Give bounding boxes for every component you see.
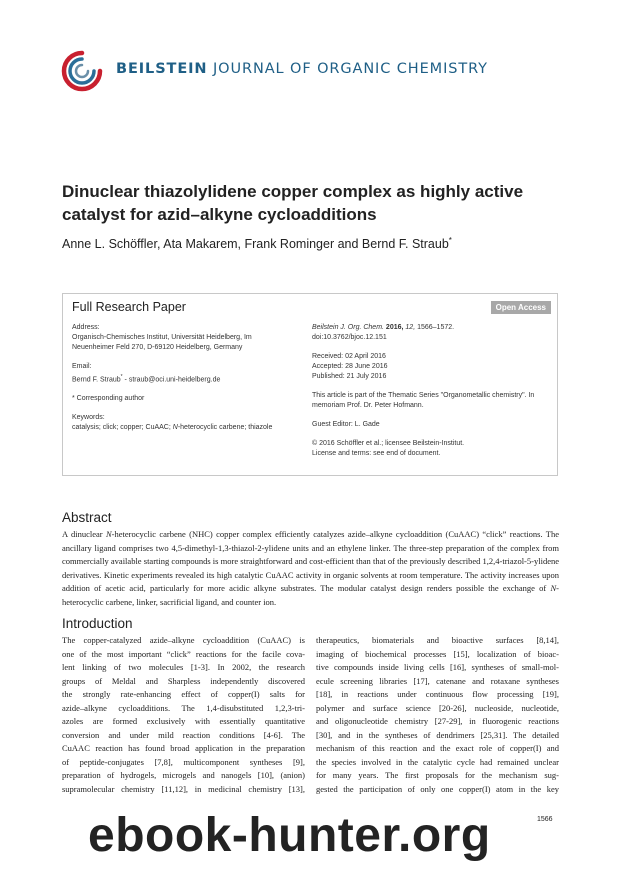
open-access-badge: Open Access [491, 301, 551, 314]
abstract-heading: Abstract [62, 510, 112, 525]
article-title: Dinuclear thiazolylidene copper complex as highly active catalyst for azid–alkyne cycloadditions [62, 182, 524, 224]
page-number: 1566 [537, 816, 553, 823]
text-line: conversion and under mild reaction conditions [4-6]. The [62, 729, 305, 740]
keywords-block: Keywords: catalysis; click; copper; CuAAC; N-heterocyclic carbene; thiazole [72, 414, 273, 432]
text-line: for many years. The first proposals for the mechanism sug- [316, 770, 559, 780]
text-line: CuAAC reaction has found broad application in the preparation [62, 743, 305, 753]
text-line: ecule screening libraries [17], catenane and rotaxane syntheses [316, 675, 559, 686]
article-info-box [62, 293, 558, 476]
text-line: gested the participation of only one copper(I) atom in the key [316, 783, 559, 794]
abstract-text: A dinuclear N-heterocyclic carbene (NHC) copper complex efficiently catalyzes azide–alkyne cycloaddition (CuAAC) “click” reactions. The ancillary ligand comprises two 4,5-dimethyl-1,3-thiazol-2-ylidene units and an ethylene linker. The three-step preparation of the complex from commercially available starting compounds is more straightforward and cost-efficient than that of the previously described 1,2,4-triazol-5-ylidene derivatives. Kinetic experiments revealed its high catalytic CuAAC activity in organic solvents at room temperature. The activity increases upon addition of acetic acid, particularly for more acidic alkyne substrates. The modular catalyst design renders possible the exchange of N-heterocyclic carbene, linker, sacrificial ligand, and counter ion. [62, 529, 559, 607]
email-line[interactable]: Bernd F. Straub* - straub@oci.uni-heidelberg.de [72, 374, 221, 384]
text-line: polymer and surface science [20-26], nucleoside, nucleotide, [316, 702, 559, 713]
text-line: the species involved in the catalytic cycle had remained unclear [316, 756, 559, 767]
text-line: preparation of hydrogels, microgels and nanogels [10], (anion) [62, 770, 305, 780]
beilstein-logo-icon [60, 49, 104, 93]
corresponding-note: * Corresponding author [72, 395, 145, 403]
article-type: Full Research Paper [72, 300, 186, 314]
introduction-left-column [62, 634, 305, 796]
email-block: Email: Bernd F. Straub* - straub@oci.uni-heidelberg.de [72, 362, 300, 385]
text-line: The copper-catalyzed azide–alkyne cycloaddition (CuAAC) is [62, 635, 305, 645]
author-list: Anne L. Schöffler, Ata Makarem, Frank Rominger and Bernd F. Straub* [62, 236, 452, 252]
doi-link[interactable]: doi:10.3762/bjoc.12.151 [312, 334, 387, 341]
copyright-block: © 2016 Schöffler et al.; licensee Beilstein-Institut. License and terms: see end of document. [312, 440, 465, 457]
text-line: supramolecular chemistry [11,12], in medicinal chemistry [13], [62, 783, 305, 794]
info-right-column [312, 323, 552, 468]
thematic-series-note: This article is part of the Thematic Series "Organometallic chemistry". In memoriam Prof. Dr. Peter Hofmann. [312, 392, 535, 409]
text-line: tive compounds inside living cells [16], syntheses of small-mol- [316, 662, 559, 672]
text-line: of peptide-conjugates [7,8], multicomponent syntheses [9], [62, 756, 305, 767]
text-line: [30], and in the syntheses of dendrimers [25,31]. The detailed [316, 729, 559, 740]
citation-block: Beilstein J. Org. Chem. 2016, 12, 1566–1572. doi:10.3762/bjoc.12.151 [312, 323, 552, 343]
text-line: azoles are formed exclusively with essentially quantitative [62, 716, 305, 726]
info-left-column [72, 323, 300, 442]
text-line: the strongly rate-enhancing effect of copper(I) salts for [62, 689, 305, 699]
text-line: lent linking of two molecules [1-3]. In 2002, the research [62, 662, 305, 672]
introduction-right-column [316, 634, 559, 796]
introduction-heading: Introduction [62, 616, 133, 631]
address-block: Address: Organisch-Chemisches Institut, Universität Heidelberg, Im Neuenheimer Feld 270, D-69120 Heidelberg, Germany [72, 324, 252, 351]
watermark: ebook-hunter.org [88, 809, 491, 862]
text-line: groups of Meldal and Sharpless independently discovered [62, 675, 305, 686]
text-line: imaging of biochemical processes [15], localization of bioac- [316, 648, 559, 659]
text-line: [18], in reactions under continuous flow processing [19], [316, 689, 559, 699]
guest-editor: Guest Editor: L. Gade [312, 421, 380, 428]
text-line: therapeutics, biomaterials and bioactive surfaces [8,14], [316, 635, 559, 645]
dates-block: Received: 02 April 2016 Accepted: 28 June 2016 Published: 21 July 2016 [312, 353, 388, 380]
text-line: azide–alkyne cycloadditions. The 1,4-disubstituted 1,2,3-tri- [62, 702, 305, 713]
text-line: and oligonucleotide chemistry [27-29], in fluorogenic reactions [316, 716, 559, 726]
text-line: mechanism of this reaction and the exact role of copper(I) and [316, 743, 559, 753]
journal-name: BEILSTEIN JOURNAL OF ORGANIC CHEMISTRY [116, 61, 488, 77]
text-line: one of the most important “click” reactions for the facile cova- [62, 648, 305, 659]
